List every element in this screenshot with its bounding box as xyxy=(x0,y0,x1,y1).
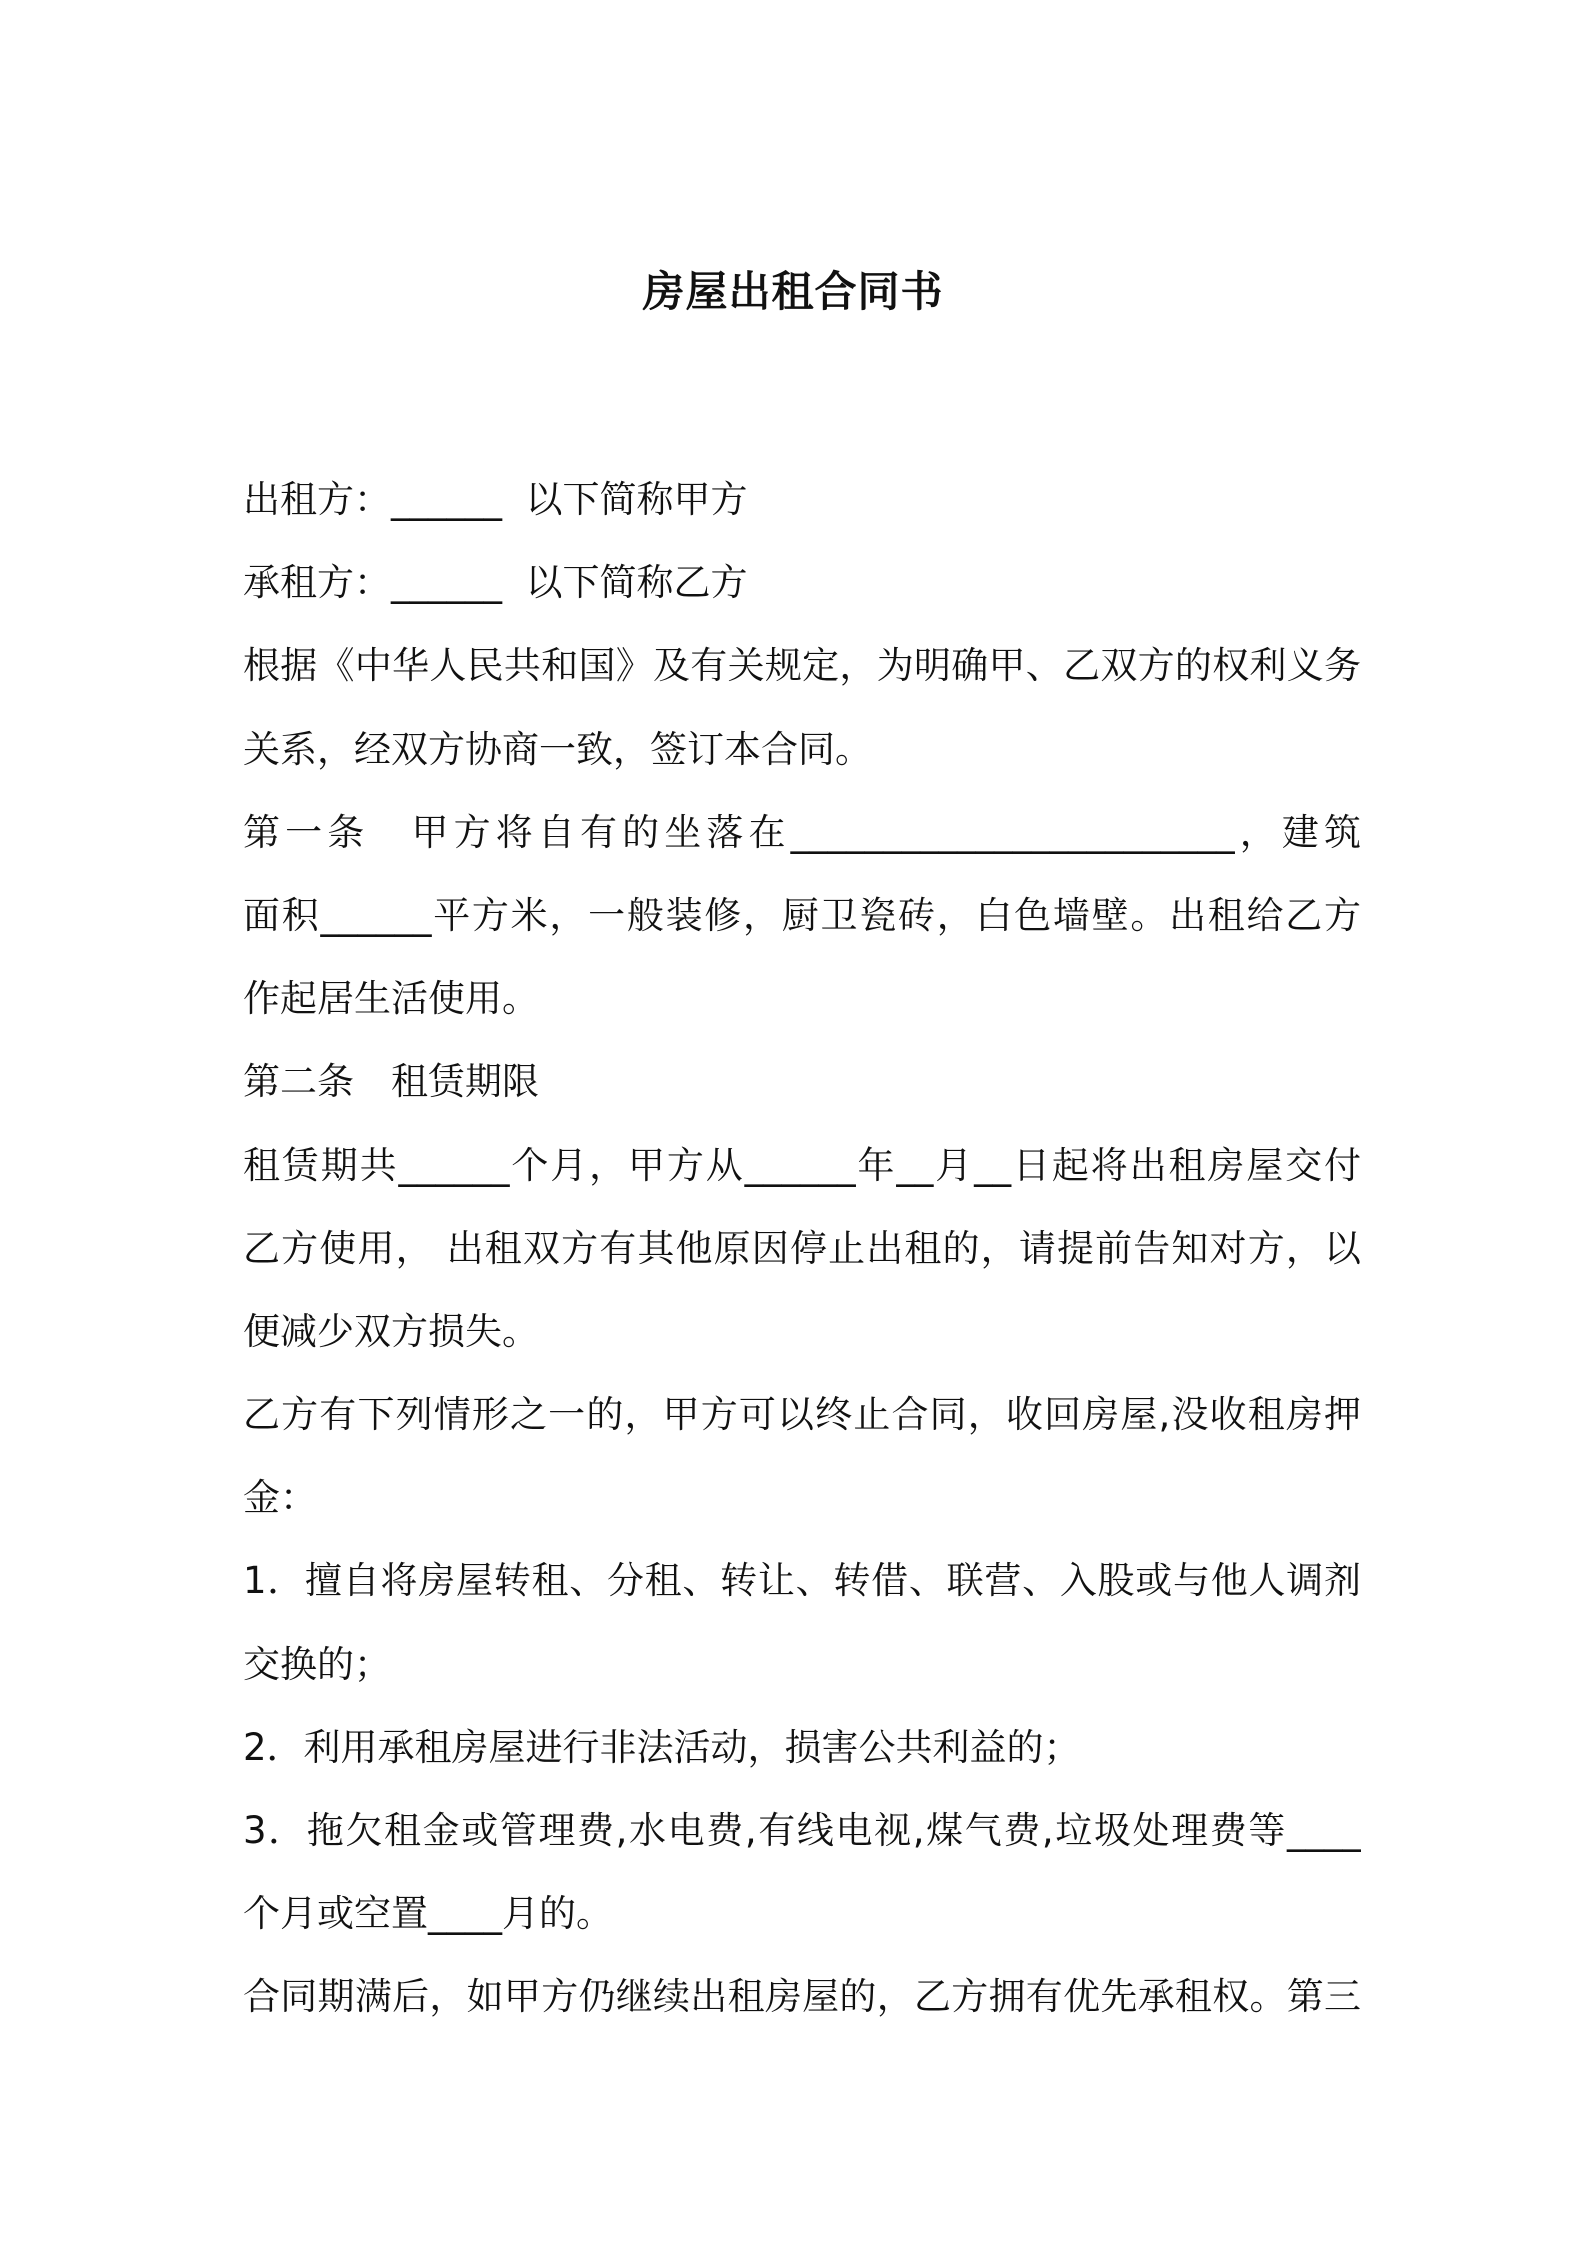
article-one-line: 面积______平方米，一般装修，厨卫瓷砖，白色墙壁。出租给乙方 xyxy=(243,893,1361,937)
termination-intro-line: 金： xyxy=(243,1476,317,1520)
clause-item-3: 3．拖欠租金或管理费,水电费,有线电视,煤气费,垃圾处理费等____ xyxy=(243,1809,1361,1852)
article-one-line: 作起居生活使用。 xyxy=(243,977,539,1021)
lessee-line: 承租方：______ 以下简称乙方 xyxy=(243,561,748,605)
termination-intro-line: 乙方有下列情形之一的，甲方可以终止合同，收回房屋,没收租房押 xyxy=(243,1393,1361,1437)
lease-term-line: 租赁期共______个月，甲方从______年__月__日起将出租房屋交付 xyxy=(243,1143,1361,1187)
document-body xyxy=(243,458,1361,2039)
clause-item-2: 2．利用承租房屋进行非法活动，损害公共利益的； xyxy=(243,1725,1081,1769)
preamble-line: 根据《中华人民共和国》及有关规定，为明确甲、乙双方的权利义务 xyxy=(243,644,1361,688)
article-two-heading: 第二条 租赁期限 xyxy=(243,1060,539,1104)
clause-item-1: 1．擅自将房屋转租、分租、转让、转借、联营、入股或与他人调剂 xyxy=(243,1559,1361,1603)
article-one-line: 第一条 甲方将自有的坐落在________________________，建筑 xyxy=(243,810,1361,854)
clause-item-3: 个月或空置____月的。 xyxy=(243,1892,613,1936)
document-title: 房屋出租合同书 xyxy=(642,267,944,316)
lease-term-line: 便减少双方损失。 xyxy=(243,1309,539,1353)
clause-item-1: 交换的； xyxy=(243,1642,391,1686)
preamble-line: 关系，经双方协商一致，签订本合同。 xyxy=(243,727,872,771)
lessor-line: 出租方：______ 以下简称甲方 xyxy=(243,478,748,521)
renewal-line: 合同期满后，如甲方仍继续出租房屋的，乙方拥有优先承租权。第三 xyxy=(243,1975,1361,2019)
lease-term-line: 乙方使用， 出租双方有其他原因停止出租的，请提前告知对方，以 xyxy=(243,1226,1361,1270)
